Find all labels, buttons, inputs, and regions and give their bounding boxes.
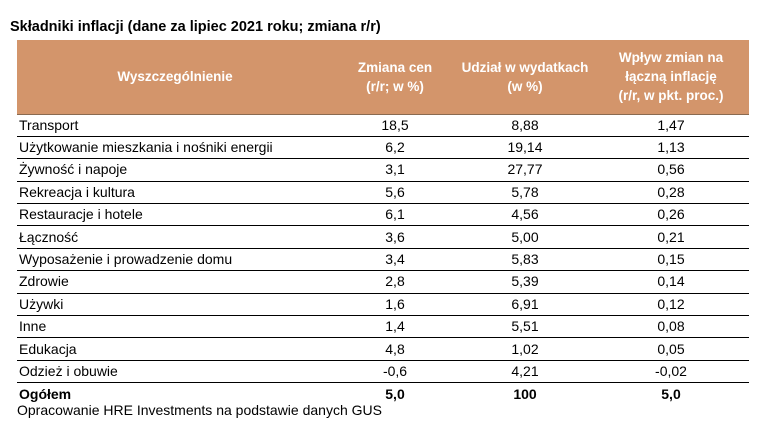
table-row	[17, 271, 749, 293]
cell-inflation-impact: 0,08	[593, 316, 749, 338]
cell-inflation-impact: 0,14	[593, 271, 749, 293]
cell-expenditure-share: 5,00	[457, 226, 593, 248]
cell-price-change: 3,6	[333, 226, 457, 248]
cell-price-change: 6,2	[333, 136, 457, 158]
cell-inflation-impact: 0,21	[593, 226, 749, 248]
cell-category: Restauracje i hotele	[17, 204, 333, 226]
cell-category: Ogółem	[19, 385, 72, 402]
cell-price-change: -0,6	[333, 360, 457, 382]
table-row	[17, 248, 749, 270]
cell-expenditure-share: 1,02	[457, 338, 593, 360]
column-header-price-change	[333, 40, 457, 114]
inflation-components-table	[17, 40, 749, 405]
cell-category: Rekreacja i kultura	[17, 181, 333, 203]
header-line: (r/r; w %)	[366, 78, 424, 94]
cell-expenditure-share: 5,51	[457, 316, 593, 338]
cell-price-change: 18,5	[333, 114, 457, 136]
cell-price-change: 2,8	[333, 271, 457, 293]
header-line: (r/r, w pkt. proc.)	[618, 88, 724, 104]
table-body	[17, 114, 749, 405]
cell-inflation-impact: 1,47	[593, 114, 749, 136]
cell-inflation-impact: 1,13	[593, 136, 749, 158]
cell-price-change: 1,4	[333, 316, 457, 338]
cell-category: Inne	[17, 316, 333, 338]
header-line: (w %)	[507, 78, 543, 94]
cell-expenditure-share: 8,88	[457, 114, 593, 136]
column-header-category: Wyszczególnienie	[17, 40, 333, 114]
table-row	[17, 338, 749, 360]
table-row	[17, 316, 749, 338]
cell-expenditure-share: 100	[513, 385, 537, 402]
cell-price-change: 3,1	[333, 159, 457, 181]
cell-price-change: 3,4	[333, 248, 457, 270]
cell-inflation-impact: 0,26	[593, 204, 749, 226]
cell-category: Żywność i napoje	[17, 159, 333, 181]
cell-price-change: 4,8	[333, 338, 457, 360]
cell-expenditure-share: 4,21	[457, 360, 593, 382]
cell-category: Wyposażenie i prowadzenie domu	[17, 248, 333, 270]
cell-inflation-impact: 0,28	[593, 181, 749, 203]
cell-category: Używki	[17, 293, 333, 315]
cell-price-change: 6,1	[333, 204, 457, 226]
cell-category: Zdrowie	[17, 271, 333, 293]
table-row	[17, 136, 749, 158]
cell-category: Transport	[17, 114, 333, 136]
cell-expenditure-share: 4,56	[457, 204, 593, 226]
cell-price-change: 1,6	[333, 293, 457, 315]
table-row	[17, 204, 749, 226]
cell-expenditure-share: 6,91	[457, 293, 593, 315]
table-row	[17, 293, 749, 315]
table-row	[17, 226, 749, 248]
table-row	[17, 159, 749, 181]
table-row	[17, 360, 749, 382]
cell-expenditure-share: 5,78	[457, 181, 593, 203]
cell-inflation-impact: 0,05	[593, 338, 749, 360]
header-line: Zmiana cen	[357, 59, 433, 75]
cell-category: Użytkowanie mieszkania i nośniki energii	[17, 136, 333, 158]
table-title: Składniki inflacji (dane za lipiec 2021 roku; zmiana r/r)	[10, 19, 381, 35]
cell-inflation-impact: -0,02	[593, 360, 749, 382]
cell-price-change: 5,0	[385, 385, 405, 402]
cell-category: Odzież i obuwie	[17, 360, 333, 382]
table-row	[17, 181, 749, 203]
cell-inflation-impact: 0,15	[593, 248, 749, 270]
header-line: łączną inflację	[625, 69, 717, 85]
cell-inflation-impact: 0,12	[593, 293, 749, 315]
source-note: Opracowanie HRE Investments na podstawie danych GUS	[17, 402, 382, 418]
column-header-inflation-impact	[593, 40, 749, 114]
header-line: Udział w wydatkach	[461, 59, 589, 75]
cell-category: Edukacja	[17, 338, 333, 360]
table-row	[17, 114, 749, 136]
header-line: Wpływ zmian na	[618, 50, 724, 66]
cell-price-change: 5,6	[333, 181, 457, 203]
cell-expenditure-share: 27,77	[457, 159, 593, 181]
cell-inflation-impact: 0,56	[593, 159, 749, 181]
cell-expenditure-share: 5,83	[457, 248, 593, 270]
cell-expenditure-share: 5,39	[457, 271, 593, 293]
cell-category: Łączność	[17, 226, 333, 248]
cell-expenditure-share: 19,14	[457, 136, 593, 158]
cell-inflation-impact: 5,0	[661, 385, 681, 402]
column-header-expenditure-share	[457, 40, 593, 114]
table-header-row	[17, 40, 749, 114]
